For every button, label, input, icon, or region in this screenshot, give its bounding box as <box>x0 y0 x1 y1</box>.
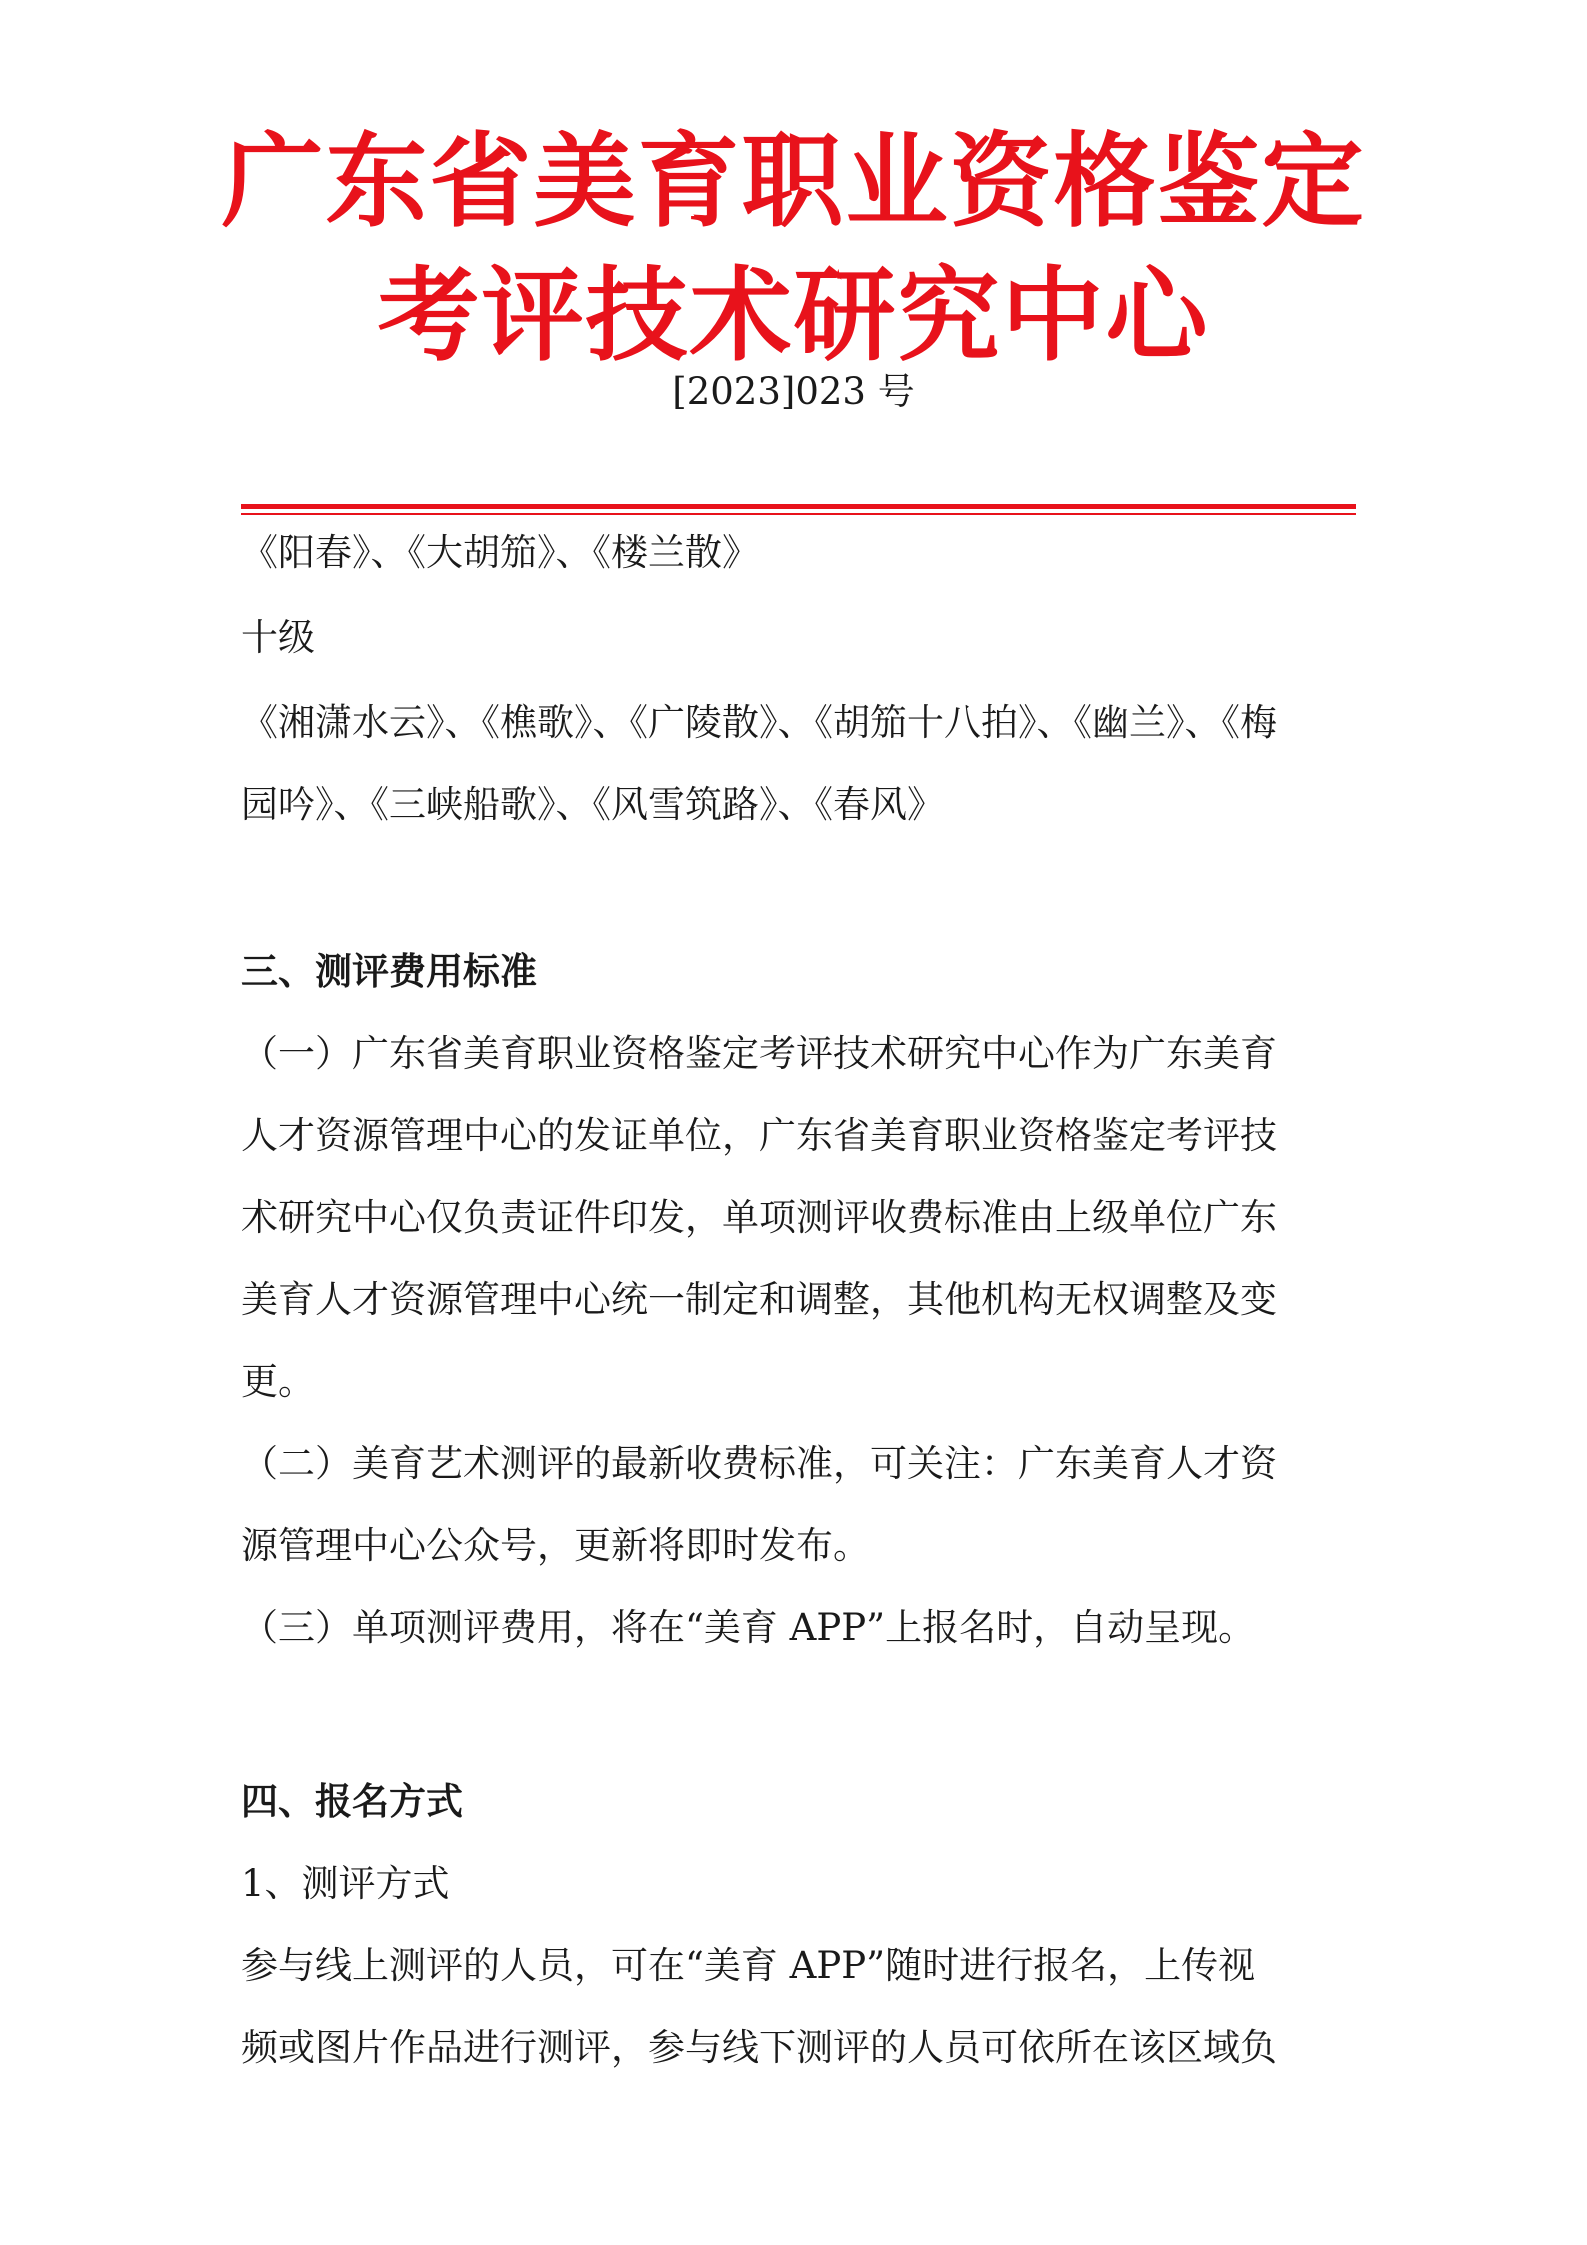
text-line: 三、测评费用标准 <box>241 950 537 993</box>
section-heading <box>241 931 1356 1013</box>
text-line: 人才资源管理中心的发证单位，广东省美育职业资格鉴定考评技 <box>241 1114 1277 1157</box>
text-line: 四、报名方式 <box>241 1780 463 1823</box>
paragraph <box>241 1013 1356 1423</box>
repertoire-list <box>241 682 1356 846</box>
text-line: 《阳春》、《大胡笳》、《楼兰散》 <box>241 531 759 574</box>
section-heading <box>241 1761 1356 1843</box>
text-line: 更。 <box>241 1360 315 1403</box>
text-line: 1、测评方式 <box>241 1862 450 1905</box>
org-title-line1: 广东省美育职业资格鉴定 <box>221 123 1366 242</box>
subsection-heading <box>241 1843 1356 1925</box>
repertoire-list <box>241 512 1356 594</box>
org-title-line2: 考评技术研究中心 <box>377 257 1210 376</box>
text-line: 频或图片作品进行测评，参与线下测评的人员可依所在该区域负 <box>241 2026 1277 2069</box>
text-line: 源管理中心公众号，更新将即时发布。 <box>241 1524 870 1567</box>
text-line: （一）广东省美育职业资格鉴定考评技术研究中心作为广东美育 <box>241 1032 1277 1075</box>
paragraph <box>241 1587 1356 1669</box>
text-line: 参与线上测评的人员，可在“美育 APP”随时进行报名，上传视 <box>241 1944 1256 1987</box>
text-line: 《湘潇水云》、《樵歌》、《广陵散》、《胡笳十八拍》、《幽兰》、《梅 <box>241 701 1277 744</box>
text-line: 美育人才资源管理中心统一制定和调整，其他机构无权调整及变 <box>241 1278 1277 1321</box>
document-number: [2023]023 号 <box>672 370 915 413</box>
level-heading <box>241 597 1356 679</box>
paragraph <box>241 1925 1356 2089</box>
text-line: 十级 <box>241 616 315 659</box>
paragraph <box>241 1423 1356 1587</box>
text-line: 园吟》、《三峡船歌》、《风雪筑路》、《春风》 <box>241 783 944 826</box>
header-divider-thick <box>241 504 1356 509</box>
text-line: 术研究中心仅负责证件印发，单项测评收费标准由上级单位广东 <box>241 1196 1277 1239</box>
text-line: （三）单项测评费用，将在“美育 APP”上报名时，自动呈现。 <box>241 1606 1256 1649</box>
text-line: （二）美育艺术测评的最新收费标准，可关注：广东美育人才资 <box>241 1442 1277 1485</box>
